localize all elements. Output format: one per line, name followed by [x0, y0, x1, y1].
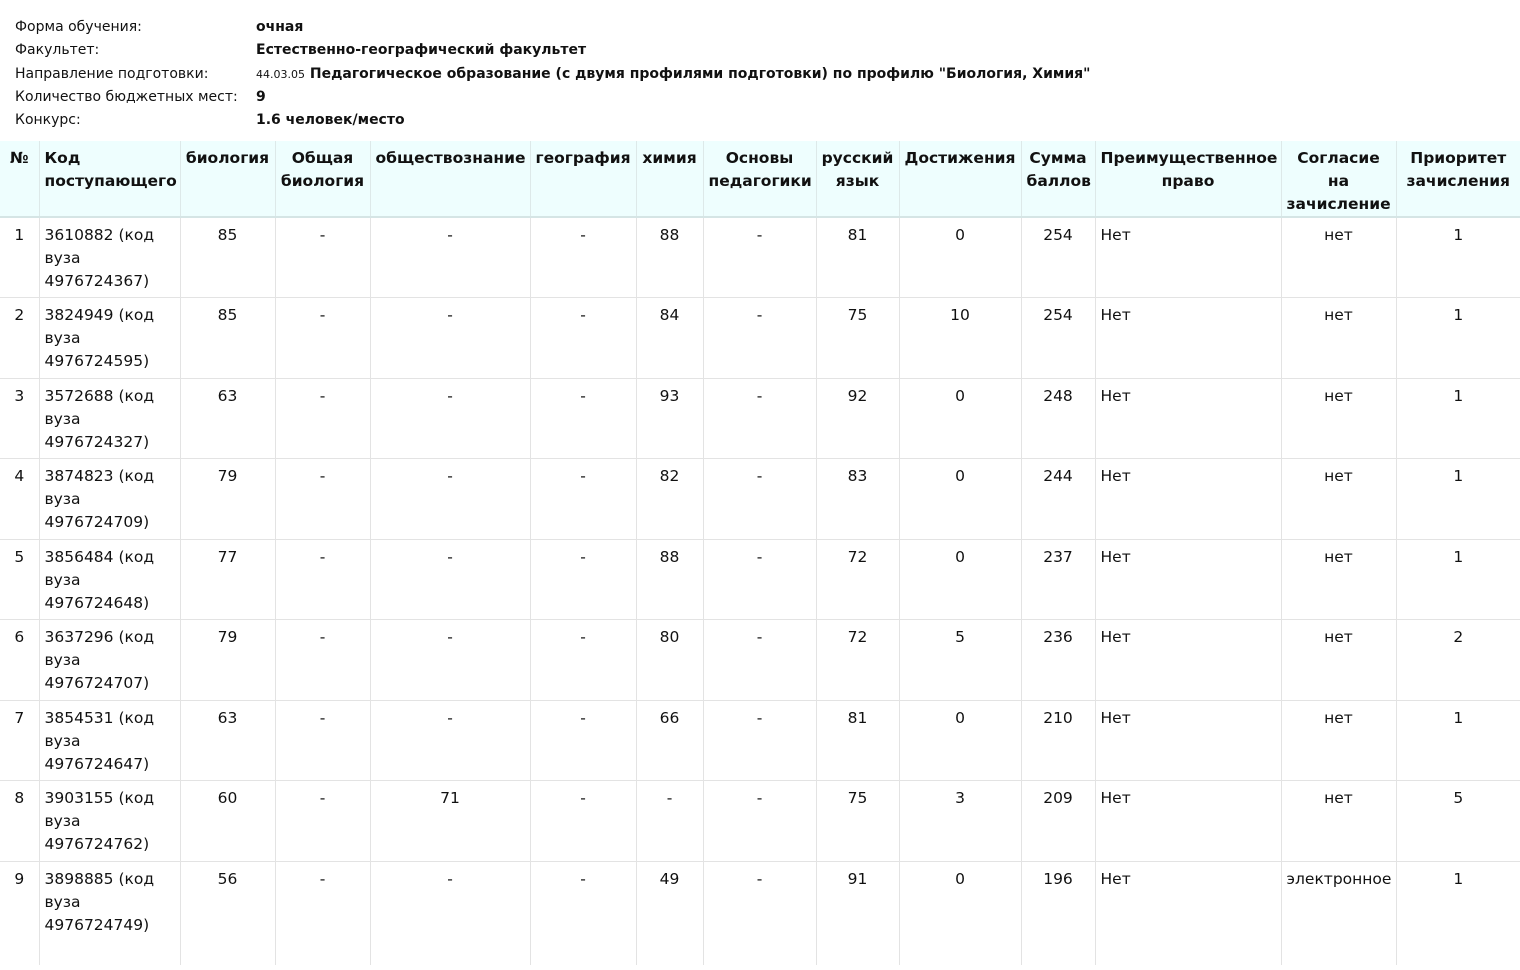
cell-russian: 72	[816, 539, 899, 620]
cell-advantage: Нет	[1095, 459, 1281, 540]
cell-russian: 75	[816, 781, 899, 862]
cell-general-biology: -	[275, 620, 370, 701]
header-social: обществознание	[370, 141, 530, 217]
cell-general-biology: -	[275, 298, 370, 379]
cell-advantage: Нет	[1095, 781, 1281, 862]
info-row-form	[15, 16, 1520, 39]
info-row-direction	[15, 63, 1520, 86]
cell-pedagogy: -	[703, 459, 816, 540]
cell-code: 3854531 (код вуза 4976724647)	[39, 700, 180, 781]
table-row	[0, 378, 1520, 459]
cell-code: 3637296 (код вуза 4976724707)	[39, 620, 180, 701]
cell-code: 3903155 (код вуза 4976724762)	[39, 781, 180, 862]
cell-chemistry: 80	[636, 620, 703, 701]
cell-russian: 91	[816, 861, 899, 965]
form-label: Форма обучения:	[15, 19, 142, 35]
cell-chemistry: 93	[636, 378, 703, 459]
cell-num: 7	[0, 700, 39, 781]
cell-advantage: Нет	[1095, 298, 1281, 379]
cell-social: -	[370, 298, 530, 379]
cell-general-biology: -	[275, 378, 370, 459]
cell-social: -	[370, 459, 530, 540]
cell-social: -	[370, 620, 530, 701]
cell-consent: электронное	[1281, 861, 1396, 965]
cell-social: -	[370, 217, 530, 298]
competition-label: Конкурс:	[15, 112, 81, 129]
cell-consent: нет	[1281, 459, 1396, 540]
cell-russian: 72	[816, 620, 899, 701]
cell-num: 8	[0, 781, 39, 862]
cell-sum: 236	[1021, 620, 1095, 701]
cell-chemistry: 88	[636, 539, 703, 620]
direction-value-wrap	[256, 63, 1090, 86]
table-body	[0, 217, 1520, 965]
cell-pedagogy: -	[703, 298, 816, 379]
cell-num: 6	[0, 620, 39, 701]
cell-biology: 63	[180, 378, 275, 459]
cell-pedagogy: -	[703, 378, 816, 459]
cell-social: -	[370, 378, 530, 459]
cell-code: 3874823 (код вуза 4976724709)	[39, 459, 180, 540]
cell-priority: 1	[1396, 378, 1520, 459]
budget-value: 9	[256, 88, 266, 105]
competition-value: 1.6 человек/место	[256, 112, 405, 129]
cell-num: 9	[14, 869, 25, 888]
cell-num: 4	[0, 459, 39, 540]
cell-chemistry: 82	[636, 459, 703, 540]
cell-chemistry: -	[636, 781, 703, 862]
cell-biology: 79	[180, 620, 275, 701]
applicants-table	[0, 141, 1520, 965]
cell-code: 3572688 (код вуза 4976724327)	[39, 378, 180, 459]
cell-consent: нет	[1281, 781, 1396, 862]
cell-priority: 1	[1396, 217, 1520, 298]
cell-consent: нет	[1281, 700, 1396, 781]
table-row	[0, 861, 1520, 965]
cell-geography: -	[530, 781, 636, 862]
cell-consent: нет	[1281, 217, 1396, 298]
cell-general-biology: -	[275, 539, 370, 620]
cell-num: 2	[0, 298, 39, 379]
direction-code: 44.03.05	[256, 67, 305, 81]
cell-code: 3610882 (код вуза 4976724367)	[39, 217, 180, 298]
header-advantage: Преимущественное право	[1095, 141, 1281, 217]
cell-sum: 254	[1021, 217, 1095, 298]
cell-sum: 209	[1021, 781, 1095, 862]
form-value: очная	[256, 19, 304, 35]
cell-russian: 75	[816, 298, 899, 379]
cell-consent: нет	[1281, 378, 1396, 459]
info-row-faculty	[15, 39, 1520, 62]
cell-priority: 1	[1396, 298, 1520, 379]
cell-advantage: Нет	[1095, 217, 1281, 298]
cell-achievements: 0	[899, 459, 1021, 540]
cell-sum: 210	[1021, 700, 1095, 781]
cell-priority: 1	[1396, 700, 1520, 781]
cell-achievements: 0	[899, 539, 1021, 620]
header-num: №	[0, 141, 39, 217]
table-row	[0, 539, 1520, 620]
cell-achievements: 10	[899, 298, 1021, 379]
cell-general-biology: -	[275, 459, 370, 540]
cell-geography: -	[530, 861, 636, 965]
cell-chemistry: 66	[636, 700, 703, 781]
cell-geography: -	[530, 539, 636, 620]
cell-advantage: Нет	[1095, 700, 1281, 781]
header-general-biology: Общая биология	[275, 141, 370, 217]
cell-priority: 1	[1396, 459, 1520, 540]
cell-biology: 85	[180, 217, 275, 298]
cell-russian: 92	[816, 378, 899, 459]
cell-biology: 60	[180, 781, 275, 862]
table-header-row	[0, 141, 1520, 217]
cell-num: 3	[0, 378, 39, 459]
cell-russian: 83	[816, 459, 899, 540]
cell-advantage: Нет	[1095, 539, 1281, 620]
cell-priority: 1	[1396, 861, 1520, 965]
cell-consent: нет	[1281, 539, 1396, 620]
cell-general-biology: -	[275, 781, 370, 862]
table-row	[0, 781, 1520, 862]
cell-pedagogy: -	[703, 620, 816, 701]
header-achievements: Достижения	[899, 141, 1021, 217]
cell-code: 3898885 (код вуза 4976724749)	[39, 861, 180, 965]
cell-social: 71	[370, 781, 530, 862]
header-biology: биология	[180, 141, 275, 217]
cell-priority: 5	[1396, 781, 1520, 862]
header-chemistry: химия	[636, 141, 703, 217]
cell-geography: -	[530, 298, 636, 379]
direction-value: Педагогическое образование (с двумя профилями подготовки) по профилю "Биология, Химия"	[309, 65, 1091, 82]
cell-consent: нет	[1281, 298, 1396, 379]
header-russian: русский язык	[816, 141, 899, 217]
cell-general-biology: -	[275, 700, 370, 781]
cell-biology: 56	[180, 861, 275, 965]
cell-pedagogy: -	[703, 539, 816, 620]
cell-pedagogy: -	[703, 217, 816, 298]
cell-pedagogy: -	[703, 861, 816, 965]
cell-advantage: Нет	[1095, 861, 1281, 965]
cell-consent: нет	[1281, 620, 1396, 701]
cell-general-biology: -	[275, 861, 370, 965]
table-row	[0, 298, 1520, 379]
faculty-value: Естественно-географический факультет	[256, 42, 587, 59]
cell-code: 3856484 (код вуза 4976724648)	[39, 539, 180, 620]
cell-biology: 85	[180, 298, 275, 379]
info-row-competition	[15, 109, 1520, 132]
budget-label: Количество бюджетных мест:	[15, 88, 238, 105]
cell-achievements: 0	[899, 861, 1021, 965]
cell-priority: 2	[1396, 620, 1520, 701]
cell-code: 3824949 (код вуза 4976724595)	[39, 298, 180, 379]
cell-num: 1	[0, 217, 39, 298]
table-row	[0, 459, 1520, 540]
header-code: Код поступающего	[39, 141, 180, 217]
cell-chemistry: 88	[636, 217, 703, 298]
cell-sum: 237	[1021, 539, 1095, 620]
cell-sum: 244	[1021, 459, 1095, 540]
cell-pedagogy: -	[703, 781, 816, 862]
cell-geography: -	[530, 217, 636, 298]
cell-achievements: 5	[899, 620, 1021, 701]
cell-sum: 248	[1021, 378, 1095, 459]
cell-chemistry: 49	[636, 861, 703, 965]
cell-general-biology: -	[275, 217, 370, 298]
cell-biology: 63	[180, 700, 275, 781]
cell-priority: 1	[1396, 539, 1520, 620]
cell-num: 5	[0, 539, 39, 620]
info-row-budget	[15, 86, 1520, 109]
admission-info	[0, 0, 1520, 132]
cell-achievements: 0	[899, 378, 1021, 459]
faculty-label: Факультет:	[15, 42, 100, 59]
cell-geography: -	[530, 459, 636, 540]
cell-geography: -	[530, 700, 636, 781]
header-consent: Согласие на зачисление	[1281, 141, 1396, 217]
cell-achievements: 0	[899, 217, 1021, 298]
header-sum: Сумма баллов	[1021, 141, 1095, 217]
cell-advantage: Нет	[1095, 378, 1281, 459]
table-row	[0, 620, 1520, 701]
cell-geography: -	[530, 378, 636, 459]
table-row	[0, 700, 1520, 781]
cell-russian: 81	[816, 217, 899, 298]
direction-label: Направление подготовки:	[15, 65, 209, 82]
header-priority: Приоритет зачисления	[1396, 141, 1520, 217]
cell-social: -	[370, 539, 530, 620]
cell-biology: 77	[180, 539, 275, 620]
cell-sum: 196	[1021, 861, 1095, 965]
cell-sum: 254	[1021, 298, 1095, 379]
cell-achievements: 3	[899, 781, 1021, 862]
cell-geography: -	[530, 620, 636, 701]
table-row	[0, 217, 1520, 298]
cell-achievements: 0	[899, 700, 1021, 781]
cell-social: -	[370, 700, 530, 781]
cell-biology: 79	[180, 459, 275, 540]
cell-advantage: Нет	[1095, 620, 1281, 701]
cell-chemistry: 84	[636, 298, 703, 379]
cell-russian: 81	[816, 700, 899, 781]
cell-pedagogy: -	[703, 700, 816, 781]
cell-social: -	[370, 861, 530, 965]
header-pedagogy: Основы педагогики	[703, 141, 816, 217]
header-geography: география	[530, 141, 636, 217]
